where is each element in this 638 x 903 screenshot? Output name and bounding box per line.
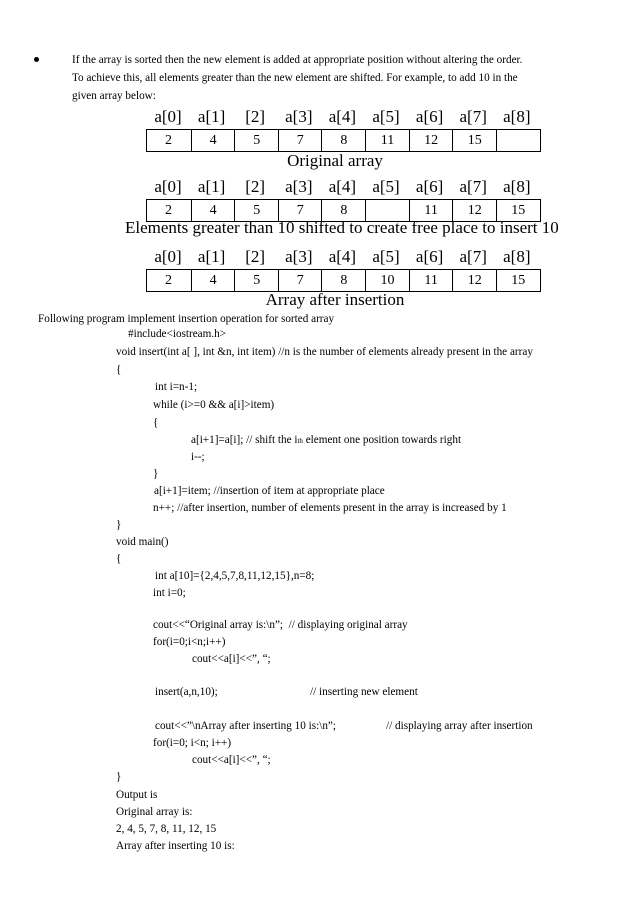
code-insert-comment: // inserting new element bbox=[310, 686, 418, 698]
index-label: a[8] bbox=[503, 107, 531, 126]
array-cell: 12 bbox=[452, 270, 496, 291]
array-cell: 7 bbox=[278, 270, 322, 291]
code-decrement: i--; bbox=[191, 451, 205, 463]
code-for-loop: for(i=0; i<n; i++) bbox=[153, 737, 232, 749]
index-label: a[8] bbox=[503, 177, 531, 196]
code-brace: { bbox=[116, 553, 122, 565]
code-main-signature: void main() bbox=[116, 536, 169, 548]
index-label: a[5] bbox=[372, 247, 400, 266]
code-while: while (i>=0 && a[i]>item) bbox=[153, 399, 275, 411]
code-shift-end: element one position towards right bbox=[302, 434, 462, 446]
array-cell: 8 bbox=[321, 270, 365, 291]
bullet-text bbox=[72, 51, 617, 105]
code-insert-signature: void insert(int a[ ], int &n, int item) //n is the number of elements already present in the array bbox=[116, 346, 533, 358]
array-cell: 7 bbox=[278, 130, 322, 151]
array-cell: 12 bbox=[452, 200, 496, 221]
bullet-dot-icon bbox=[34, 57, 39, 62]
code-insert-call: insert(a,n,10); bbox=[155, 686, 218, 698]
code-brace: { bbox=[153, 417, 159, 429]
bullet-line: To achieve this, all elements greater than the new element are shifted. For example, to add 10 in the bbox=[72, 72, 518, 84]
index-label: a[1] bbox=[197, 107, 226, 126]
program-intro: Following program implement insertion operation for sorted array bbox=[38, 313, 335, 325]
code-assign: a[i+1]=item; //insertion of item at appropriate place bbox=[154, 485, 385, 497]
array-cell: 11 bbox=[409, 200, 453, 221]
code-increment: n++; //after insertion, number of elements present in the array is increased by 1 bbox=[153, 502, 507, 514]
index-label: a[4] bbox=[328, 107, 357, 126]
code-brace: } bbox=[116, 771, 122, 783]
array-caption: Array after insertion bbox=[265, 290, 405, 309]
index-label: a[0] bbox=[154, 107, 182, 126]
output-original-label: Original array is: bbox=[116, 806, 193, 818]
array-row bbox=[146, 129, 541, 152]
array-cell: 5 bbox=[234, 270, 278, 291]
output-original-values: 2, 4, 5, 7, 8, 11, 12, 15 bbox=[116, 823, 217, 835]
index-label: a[1] bbox=[197, 247, 226, 266]
array-cell: 5 bbox=[234, 200, 278, 221]
index-label: a[3] bbox=[285, 247, 313, 266]
index-label: [2] bbox=[245, 177, 266, 196]
output-after-label: Array after inserting 10 is: bbox=[116, 840, 235, 852]
array-cell: 12 bbox=[409, 130, 453, 151]
code-brace: } bbox=[116, 519, 122, 531]
array-cell: 4 bbox=[191, 200, 235, 221]
code-shift-start: a[i+1]=a[i]; // shift the i bbox=[191, 434, 298, 446]
output-heading: Output is bbox=[116, 789, 158, 801]
array-cell: 10 bbox=[365, 270, 409, 291]
index-label: a[0] bbox=[154, 177, 182, 196]
index-label: a[8] bbox=[503, 247, 531, 266]
array-cell: 15 bbox=[496, 270, 540, 291]
bullet-line: given array below: bbox=[72, 90, 156, 102]
code-init-i: int i=n-1; bbox=[155, 381, 198, 393]
array-cell: 2 bbox=[165, 273, 172, 288]
code-brace: } bbox=[153, 468, 159, 480]
index-label: a[6] bbox=[415, 107, 444, 126]
code-cout-element: cout<<a[i]<<”, “; bbox=[192, 754, 271, 766]
array-cell: 8 bbox=[321, 130, 365, 151]
index-label: a[7] bbox=[459, 177, 487, 196]
array-cell bbox=[496, 130, 540, 151]
index-label: a[0] bbox=[154, 247, 182, 266]
code-init-main: int i=0; bbox=[153, 587, 186, 599]
array-cell: 2 bbox=[165, 133, 172, 148]
array-cell: 8 bbox=[321, 200, 365, 221]
index-label: a[3] bbox=[285, 107, 313, 126]
index-label: a[6] bbox=[415, 247, 444, 266]
code-cout-original: cout<<“Original array is:\n”; // displaying original array bbox=[153, 619, 408, 631]
index-label: a[6] bbox=[415, 177, 444, 196]
code-for-loop: for(i=0;i<n;i++) bbox=[153, 636, 226, 648]
array-cell: 15 bbox=[452, 130, 496, 151]
array-cell: 15 bbox=[496, 200, 540, 221]
array-caption: Elements greater than 10 shifted to create free place to insert 10 bbox=[125, 218, 559, 237]
code-declaration: int a[10]={2,4,5,7,8,11,12,15},n=8; bbox=[155, 570, 315, 582]
bullet-line: If the array is sorted then the new element is added at appropriate position without altering the order. bbox=[72, 54, 523, 66]
array-cell: 4 bbox=[191, 270, 235, 291]
array-cell: 5 bbox=[234, 130, 278, 151]
index-label: a[5] bbox=[372, 107, 400, 126]
index-label: a[4] bbox=[328, 247, 357, 266]
code-cout-after: cout<<”\nArray after inserting 10 is:\n”; bbox=[155, 720, 336, 732]
code-brace: { bbox=[116, 364, 122, 376]
code-shift bbox=[191, 432, 461, 449]
code-cout-element: cout<<a[i]<<”, “; bbox=[192, 653, 271, 665]
index-label: a[3] bbox=[285, 177, 313, 196]
array-cell: 4 bbox=[191, 130, 235, 151]
array-caption: Original array bbox=[287, 151, 383, 170]
array-cell: 11 bbox=[365, 130, 409, 151]
code-include: #include<iostream.h> bbox=[128, 328, 227, 340]
index-label: a[4] bbox=[328, 177, 357, 196]
array-row bbox=[146, 269, 541, 292]
index-label: a[7] bbox=[459, 247, 487, 266]
array-cell: 7 bbox=[278, 200, 322, 221]
array-cell: 2 bbox=[165, 203, 172, 218]
array-cell: 11 bbox=[409, 270, 453, 291]
index-label: a[7] bbox=[459, 107, 487, 126]
index-label: [2] bbox=[245, 247, 266, 266]
index-label: a[1] bbox=[197, 177, 226, 196]
code-cout-after-comment: // displaying array after insertion bbox=[386, 720, 533, 732]
index-label: [2] bbox=[245, 107, 266, 126]
code-shift-th: th bbox=[297, 437, 303, 445]
index-label: a[5] bbox=[372, 177, 400, 196]
